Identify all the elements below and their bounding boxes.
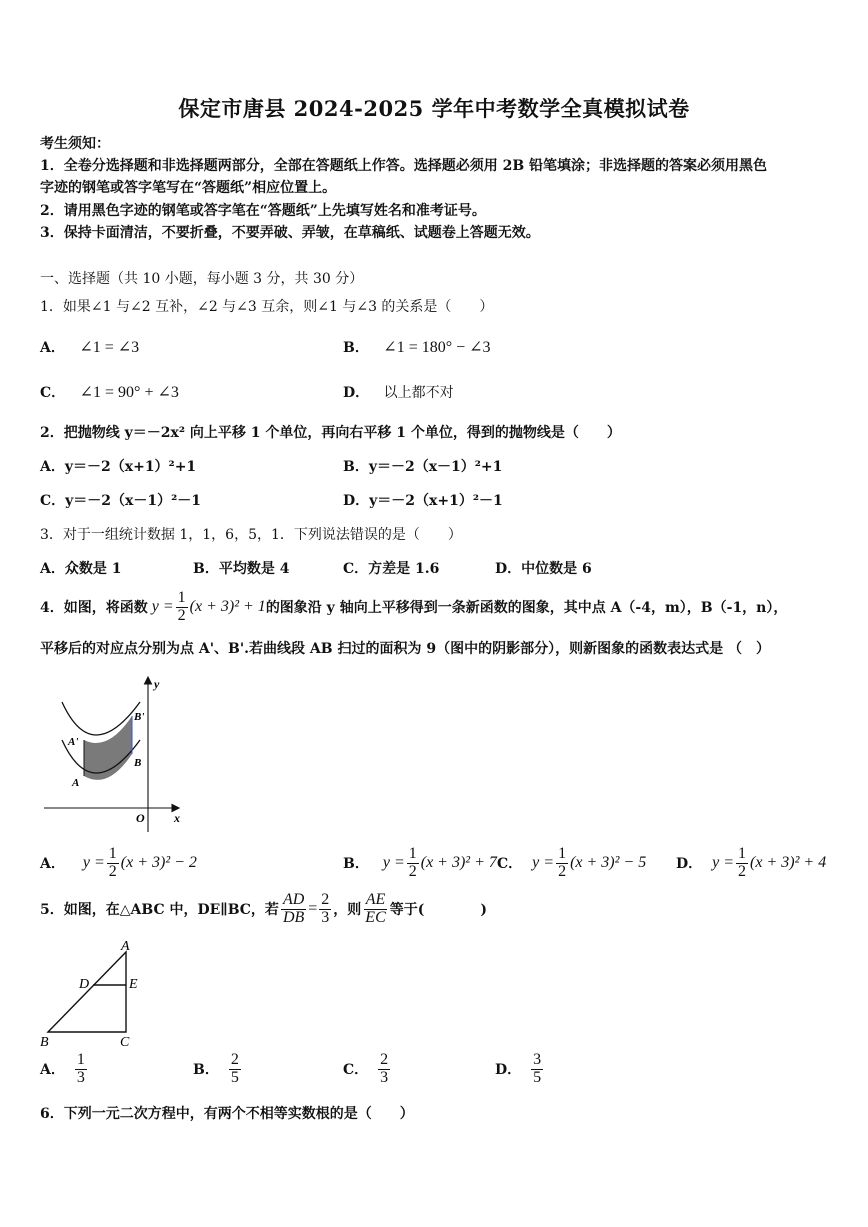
q5-option-b[interactable] [193, 1052, 243, 1087]
q5-r1-num: AD [282, 891, 305, 908]
notice-heading: 考生须知： [40, 136, 110, 152]
q5-option-a[interactable] [40, 1052, 89, 1087]
notice-item-1-cont: 字迹的钢笔或答字笔写在“答题纸”相应位置上。 [40, 180, 337, 196]
q4-fn-den: 2 [177, 606, 186, 624]
q5-mid: ，则 [333, 902, 362, 919]
q4-option-c[interactable] [497, 846, 646, 881]
q4-stem-pre: 4．如图，将函数 [40, 600, 148, 617]
page-title: 保定市唐县 2024-2025 学年中考数学全真模拟试卷 [178, 96, 690, 121]
q4-c-num: 1 [558, 845, 567, 862]
q5-label-a: A [121, 939, 130, 954]
q5-a-den: 3 [76, 1068, 85, 1086]
q4-b-den: 2 [408, 862, 417, 880]
q5-r1v-den: 3 [321, 908, 330, 926]
q5-b-den: 5 [230, 1068, 239, 1086]
q4-d-label: D． [676, 856, 703, 873]
q4-c-tail: (x + 3)² − 5 [570, 854, 647, 872]
q4-c-den: 2 [558, 862, 567, 880]
q4-stem-line2: 平移后的对应点分别为点 A'、B'.若曲线段 AB 扫过的面积为 9（图中的阴影部分），则新图象的函数表达式是 （ ） [40, 641, 770, 657]
q4-d-den: 2 [738, 862, 747, 880]
q2-option-c[interactable]: C．y＝－2（x－1）²－1 [40, 493, 201, 509]
q2-option-b[interactable]: B．y＝－2（x－1）²+1 [343, 459, 503, 475]
q4-fn-rest: (x + 3)² + 1 [189, 598, 266, 616]
q5-stem [40, 892, 487, 927]
q4-option-b[interactable] [343, 846, 497, 881]
q4-a-den: 2 [108, 862, 117, 880]
q4-fn-num: 1 [177, 589, 186, 606]
q5-c-fraction [378, 1052, 390, 1087]
q4-fn-fraction [176, 590, 188, 625]
q5-r2-den: EC [365, 908, 386, 926]
q4-a-y: y = [82, 854, 105, 872]
q5-ratio2 [363, 892, 387, 927]
q5-d-num: 3 [533, 1051, 542, 1068]
q5-stem-pre: 5．如图，在△ABC 中，DE∥BC，若 [40, 902, 279, 919]
q1-d-text: 以上都不对 [383, 385, 454, 401]
q5-stem-post: 等于( ) [389, 902, 487, 919]
q1-d-label: D． [343, 385, 370, 401]
q5-option-c[interactable] [343, 1052, 392, 1087]
q4-fn-y: y = [151, 598, 174, 616]
q4-a-tail: (x + 3)² − 2 [120, 854, 197, 872]
q3-option-b[interactable]: B．平均数是 4 [193, 561, 290, 577]
q4-label-y: y [154, 677, 160, 691]
q5-d-fraction [531, 1052, 543, 1087]
q4-b-tail: (x + 3)² + 7 [420, 854, 497, 872]
q4-figure [40, 672, 200, 832]
q4-b-label: B． [343, 856, 369, 873]
q1-b-text: ∠1 = 180° − ∠3 [383, 339, 491, 356]
q5-r1-den: DB [282, 908, 305, 926]
q5-triangle [48, 952, 126, 1032]
q1-option-a[interactable] [40, 337, 139, 357]
q5-label-e: E [129, 977, 138, 992]
q1-stem: 1．如果∠1 与∠2 互补，∠2 与∠3 互余，则∠1 与∠3 的关系是（ ） [40, 299, 494, 315]
q4-a-fraction [107, 846, 119, 881]
q5-r1v-num: 2 [321, 891, 330, 908]
q4-a-num: 1 [108, 845, 117, 862]
q4-a-label: A． [40, 856, 65, 873]
q5-a-fraction [75, 1052, 87, 1087]
q1-b-label: B． [343, 340, 369, 356]
q5-a-num: 1 [76, 1051, 85, 1068]
q4-c-label: C． [497, 856, 523, 873]
q5-c-den: 3 [380, 1068, 389, 1086]
q4-label-x: x [174, 811, 180, 825]
q4-d-num: 1 [738, 845, 747, 862]
q4-label-o: O [136, 811, 145, 825]
q1-option-c[interactable] [40, 382, 179, 402]
q4-c-fraction [556, 846, 568, 881]
q3-option-d[interactable]: D．中位数是 6 [495, 561, 592, 577]
q4-stem [40, 590, 787, 625]
q3-option-a[interactable]: A．众数是 1 [40, 561, 122, 577]
q4-stem-post: 的图象沿 y 轴向上平移得到一条新函数的图象，其中点 A（-4，m），B（-1，n）， [265, 600, 788, 617]
q4-label-a2: A' [68, 736, 79, 748]
q4-b-fraction [407, 846, 419, 881]
q4-option-a[interactable] [40, 846, 197, 881]
q5-eq: = [308, 900, 318, 918]
q4-c-y: y = [532, 854, 555, 872]
q5-d-label: D． [495, 1062, 522, 1079]
q4-label-b: B [134, 757, 142, 769]
q4-d-tail: (x + 3)² + 4 [750, 854, 827, 872]
q5-a-label: A． [40, 1062, 65, 1079]
q5-ratio1-value [319, 892, 331, 927]
q6-stem: 6．下列一元二次方程中，有两个不相等实数根的是（ ） [40, 1106, 414, 1122]
notice-item-1: 1．全卷分选择题和非选择题两部分，全部在答题纸上作答。选择题必须用 2B 铅笔填涂；非选择题的答案必须用黑色 [40, 158, 768, 174]
q4-option-d[interactable] [676, 846, 826, 881]
q5-b-fraction [229, 1052, 241, 1087]
q2-option-a[interactable]: A．y＝－2（x+1）²+1 [40, 459, 197, 475]
q4-label-a: A [72, 777, 80, 789]
q1-option-b[interactable] [343, 337, 491, 357]
q5-c-label: C． [343, 1062, 369, 1079]
q4-b-y: y = [382, 854, 405, 872]
q1-c-label: C． [40, 385, 66, 401]
q5-r2-num: AE [365, 891, 386, 908]
q1-option-d[interactable] [343, 382, 454, 402]
q5-b-label: B． [193, 1062, 219, 1079]
q5-d-den: 5 [533, 1068, 542, 1086]
q4-label-b2: B' [134, 711, 145, 723]
q5-figure [38, 938, 148, 1050]
q2-option-d[interactable]: D．y＝－2（x+1）²－1 [343, 493, 503, 509]
q4-b-num: 1 [408, 845, 417, 862]
section-heading: 一、选择题（共 10 小题，每小题 3 分，共 30 分） [40, 271, 364, 287]
q5-b-num: 2 [230, 1051, 239, 1068]
q5-option-d[interactable] [495, 1052, 545, 1087]
q2-stem: 2．把抛物线 y＝－2x² 向上平移 1 个单位，再向右平移 1 个单位，得到的抛物线是（ ） [40, 425, 621, 441]
q4-d-y: y = [712, 854, 735, 872]
q1-c-text: ∠1 = 90° + ∠3 [79, 384, 179, 401]
q5-label-d: D [79, 977, 90, 992]
q5-label-b: B [40, 1035, 49, 1050]
q1-a-text: ∠1 = ∠3 [79, 339, 140, 356]
q5-ratio1 [281, 892, 306, 927]
q3-option-c[interactable]: C．方差是 1.6 [343, 561, 440, 577]
q5-label-c: C [120, 1035, 130, 1050]
q3-stem: 3．对于一组统计数据 1，1，6，5，1．下列说法错误的是（ ） [40, 527, 462, 543]
notice-item-3: 3．保持卡面清洁，不要折叠，不要弄破、弄皱，在草稿纸、试题卷上答题无效。 [40, 225, 540, 241]
q1-a-label: A． [40, 340, 65, 356]
notice-item-2: 2．请用黑色字迹的钢笔或答字笔在“答题纸”上先填写姓名和准考证号。 [40, 203, 486, 219]
q4-d-fraction [736, 846, 748, 881]
q5-c-num: 2 [380, 1051, 389, 1068]
